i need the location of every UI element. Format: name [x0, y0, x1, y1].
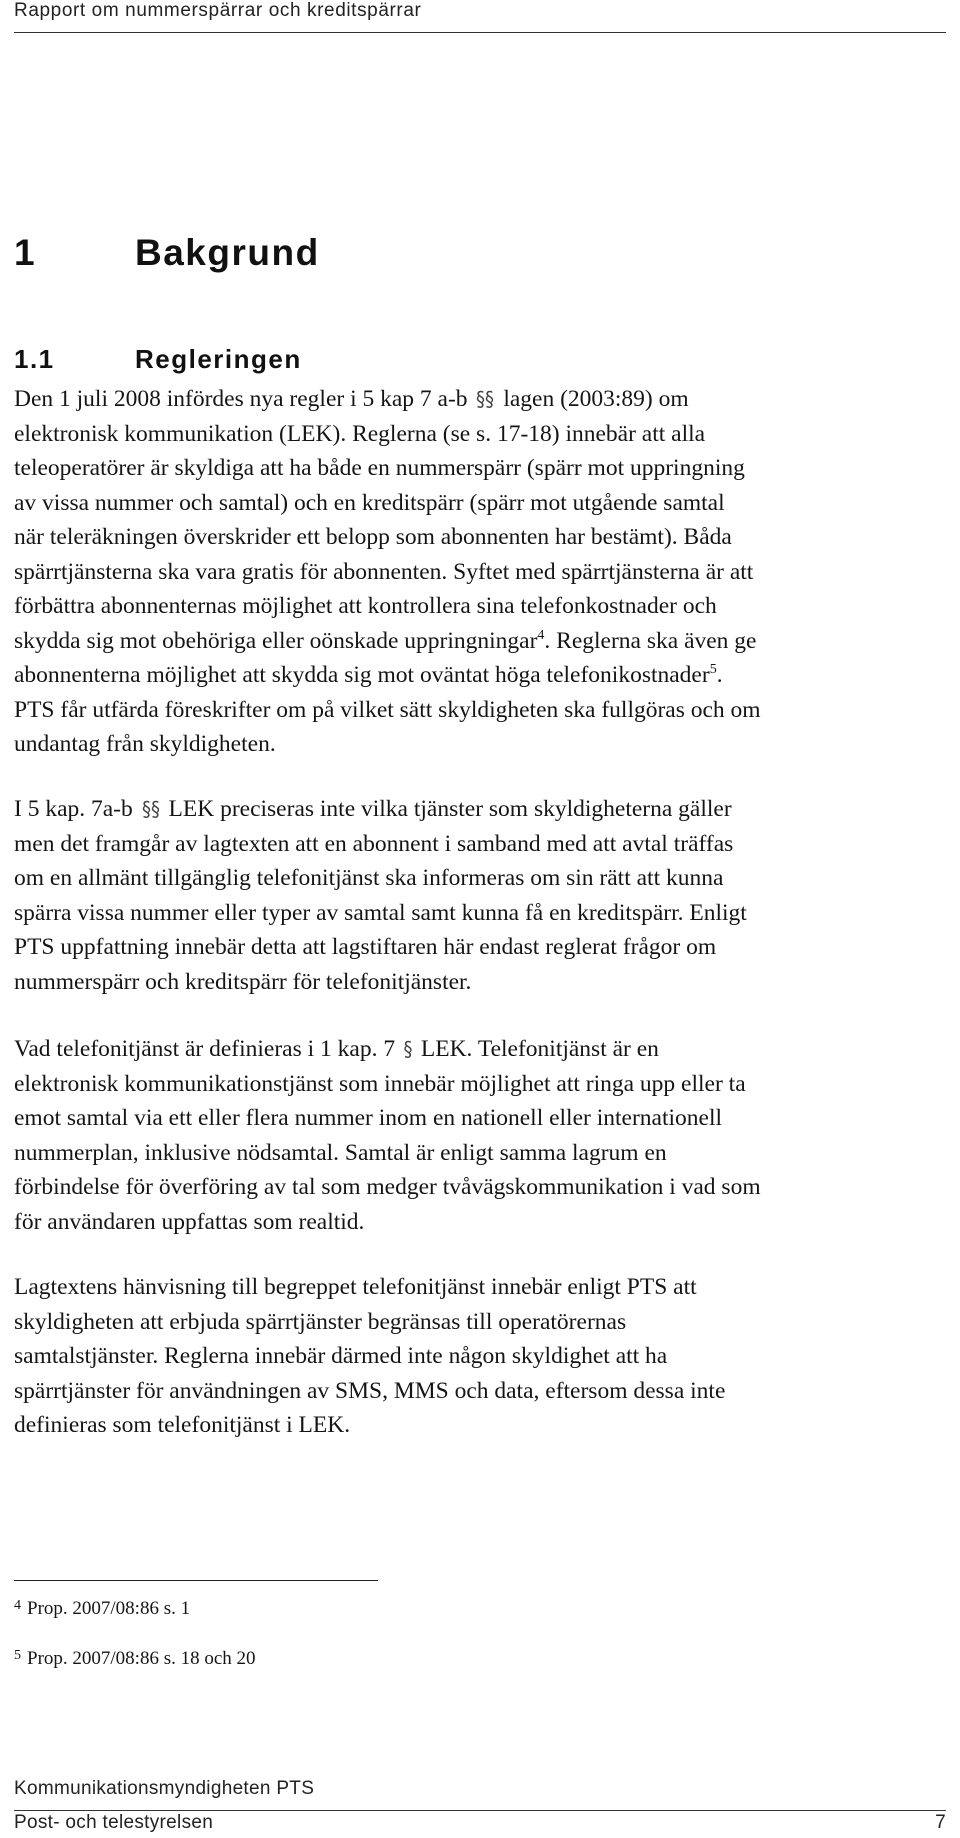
footnote-text: Prop. 2007/08:86 s. 1 [27, 1598, 191, 1619]
footnote-ref-4[interactable]: 4 [537, 627, 545, 643]
footer-org: Post- och telestyrelsen [14, 1812, 214, 1833]
text-run: abonnenterna möjlighet att skydda sig mot oväntat höga telefonikostnader [14, 662, 710, 688]
section-sign: §§ [141, 797, 160, 821]
text-line: förbättra abonnenternas möjlighet att kontrollera sina telefonkostnader och [14, 593, 717, 619]
footnote-ref-5[interactable]: 5 [709, 662, 717, 677]
text-line [14, 624, 761, 659]
text-run: LEK. Telefonitjänst är en [414, 1036, 659, 1062]
section-sign: § [403, 1037, 413, 1061]
heading-1-number: 1 [14, 232, 37, 273]
text-line: spärra vissa nummer eller typer av samtal samt kunna få en kreditspärr. Enligt [14, 899, 747, 926]
text-line: Lagtextens hänvisning till begreppet telefonitjänst innebär enligt PTS att [14, 1274, 697, 1300]
paragraph-1 [14, 382, 761, 762]
text-line: teleoperatörer är skyldiga att ha både en nummerspärr (spärr mot uppringning [14, 455, 745, 481]
footnote-number: 5 [14, 1648, 21, 1663]
text-line: skyldigheten att erbjuda spärrtjänster begränsas till operatörernas [14, 1308, 627, 1335]
text-line [14, 382, 761, 417]
text-run: I 5 kap. 7a-b [14, 796, 139, 822]
heading-1-title: Bakgrund [135, 232, 320, 273]
paragraph-2 [14, 792, 747, 999]
text-run: . [716, 662, 723, 688]
page-number: 7 [935, 1812, 946, 1833]
footnote-separator [14, 1580, 378, 1581]
text-run: Den 1 juli 2008 infördes nya regler i 5 kap 7 a-b [14, 386, 474, 412]
text-line: för användaren uppfattas som realtid. [14, 1208, 365, 1235]
text-line: PTS uppfattning innebär detta att lagstiftaren här endast reglerat frågor om [14, 934, 717, 960]
text-line: elektronisk kommunikation (LEK). Reglerna (se s. 17-18) innebär att alla [14, 420, 706, 447]
text-line: men det framgår av lagtexten att en abonnent i samband med att avtal träffas [14, 830, 734, 857]
text-line: förbindelse för överföring av tal som medger tvåvägskommunikation i vad som [14, 1174, 761, 1200]
footnote-number: 4 [14, 1598, 21, 1613]
section-sign: §§ [476, 387, 495, 411]
text-line: emot samtal via ett eller flera nummer inom en nationell eller internationell [14, 1105, 723, 1131]
paragraph-4 [14, 1270, 725, 1443]
footnote-5 [14, 1648, 256, 1670]
text-line: definieras som telefonitjänst i LEK. [14, 1412, 351, 1438]
heading-1 [14, 232, 320, 274]
heading-2-title: Regleringen [135, 344, 302, 374]
text-run: lagen (2003:89) om [497, 386, 689, 412]
text-run: . Reglerna ska även ge [544, 627, 757, 654]
text-line: nummerspärr och kreditspärr för telefonitjänster. [14, 968, 472, 995]
text-line: av vissa nummer och samtal) och en kreditspärr (spärr mot utgående samtal [14, 489, 725, 516]
footnote-text: Prop. 2007/08:86 s. 18 och 20 [27, 1648, 256, 1669]
text-line [14, 658, 761, 693]
text-line: spärrtjänster för användningen av SMS, MMS och data, eftersom dessa inte [14, 1377, 726, 1404]
footnote-4 [14, 1598, 190, 1620]
text-line: PTS får utfärda föreskrifter om på vilket sätt skyldigheten ska fullgöras och om [14, 696, 761, 723]
paragraph-3 [14, 1032, 761, 1239]
heading-2 [14, 344, 302, 375]
text-line: nummerplan, inklusive nödsamtal. Samtal är enligt samma lagrum en [14, 1139, 667, 1166]
text-line: samtalstjänster. Reglerna innebär därmed inte någon skyldighet att ha [14, 1343, 668, 1369]
text-line [14, 1032, 761, 1067]
running-header: Rapport om nummerspärrar och kreditspärrar [14, 0, 946, 33]
text-line: elektronisk kommunikationstjänst som innebär möjlighet att ringa upp eller ta [14, 1070, 746, 1097]
text-run: LEK preciseras inte vilka tjänster som skyldigheterna gäller [162, 796, 732, 822]
text-run: Vad telefonitjänst är definieras i 1 kap. 7 [14, 1036, 401, 1062]
text-line: när teleräkningen överskrider ett belopp som abonnenten har bestämt). Båda [14, 524, 732, 550]
heading-2-number: 1.1 [14, 344, 55, 374]
text-run: skydda sig mot obehöriga eller oönskade uppringningar [14, 627, 538, 654]
text-line: spärrtjänsterna ska vara gratis för abonnenten. Syftet med spärrtjänsterna är att [14, 558, 754, 585]
footer-bottom-line [14, 1812, 946, 1834]
text-line: om en allmänt tillgänglig telefonitjänst ska informeras om sin rätt att kunna [14, 865, 724, 891]
footer-agency: Kommunikationsmyndigheten PTS [14, 1778, 946, 1811]
text-line [14, 792, 747, 827]
text-line: undantag från skyldigheten. [14, 731, 276, 757]
